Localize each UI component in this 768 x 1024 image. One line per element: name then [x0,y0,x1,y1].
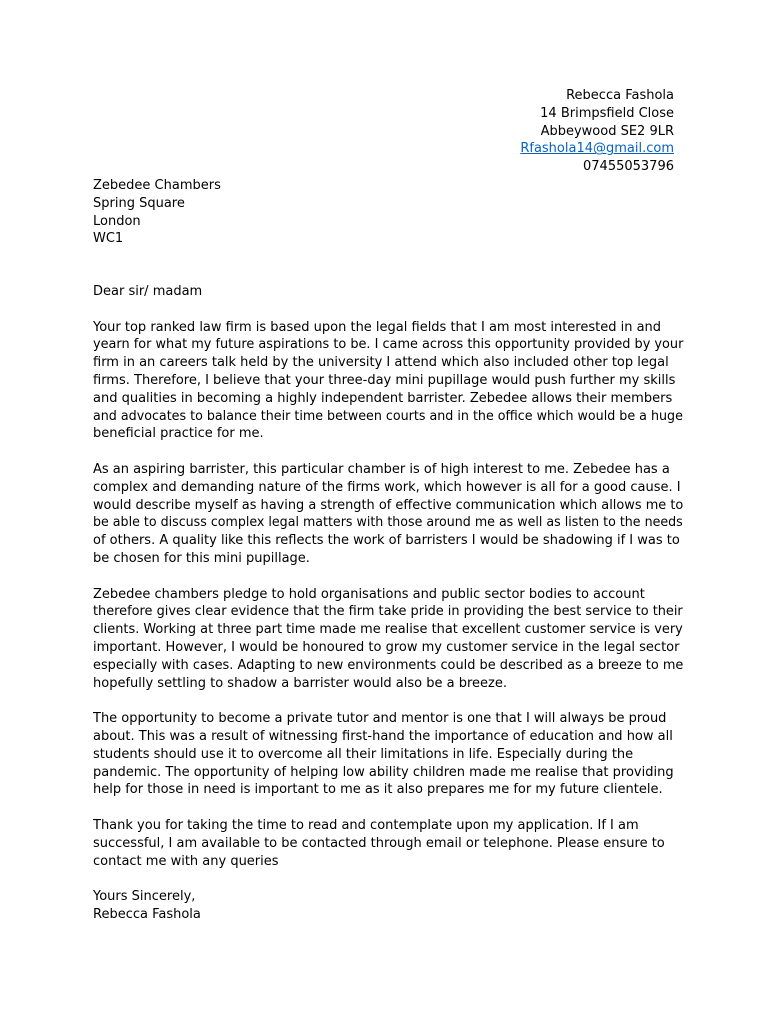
closing-text: Yours Sincerely, [93,889,196,905]
sender-town: Abbeywood SE2 9LR [540,123,674,139]
paragraph-line: help for those in need is important to me as it also prepares me for my future clientele. [93,782,663,798]
sender-name: Rebecca Fashola [566,88,674,103]
recipient-street: Spring Square [93,195,185,211]
paragraph-line: of others. A quality like this reflects the work of barristers I would be shadowing if I was to [93,533,680,549]
paragraph-line: hopefully settling to shadow a barrister would also be a breeze. [93,675,507,691]
sender-address-block [520,87,674,176]
paragraph-line: would describe myself as having a strength of effective communication which allows me to [93,497,684,513]
paragraph-5 [93,817,683,870]
paragraph-line: therefore gives clear evidence that the firm take pride in providing the best service to their [93,604,683,620]
sender-email-link[interactable]: Rfashola14@gmail.com [520,141,674,157]
paragraph-line: about. This was a result of witnessing first-hand the importance of education and how all [93,728,673,744]
paragraph-line: be chosen for this mini pupillage. [93,550,310,566]
paragraph-line: firms. Therefore, I believe that your three-day mini pupillage would push further my skills [93,372,676,388]
paragraph-4 [93,710,683,799]
paragraph-line: successful, I am available to be contacted through email or telephone. Please ensure to [93,835,665,851]
letter-body [93,283,683,941]
salutation [93,283,683,301]
paragraph-line: Your top ranked law firm is based upon the legal fields that I am most interested in and [93,319,662,335]
paragraph-line: Thank you for taking the time to read and contemplate upon my application. If I am [93,817,639,833]
paragraph-line: contact me with any queries [93,853,279,869]
paragraph-line: important. However, I would be honoured to grow my customer service in the legal sector [93,639,680,655]
paragraph-line: be able to discuss complex legal matters with those around me as well as listen to the needs [93,515,683,531]
paragraph-line: The opportunity to become a private tutor and mentor is one that I will always be proud [93,711,667,727]
recipient-name: Zebedee Chambers [93,178,221,193]
paragraph-line: and advocates to balance their time between courts and in the office which would be a huge [93,408,683,424]
salutation-text: Dear sir/ madam [93,284,203,299]
signoff-block [93,888,683,924]
paragraph-line: clients. Working at three part time made me realise that excellent customer service is very [93,622,683,638]
paragraph-line: firm in an careers talk held by the university I attend which also included other top legal [93,355,669,371]
paragraph-line: and qualities in becoming a highly independent barrister. Zebedee allows their members [93,390,673,406]
paragraph-1 [93,319,683,444]
paragraph-2 [93,461,683,568]
signature-name: Rebecca Fashola [93,906,201,922]
paragraph-line: especially with cases. Adapting to new environments could be described as a breeze to me [93,657,684,673]
paragraph-3 [93,586,683,693]
paragraph-line: Zebedee chambers pledge to hold organisations and public sector bodies to account [93,586,645,602]
recipient-postcode: WC1 [93,231,124,247]
recipient-address-block [93,177,221,248]
recipient-city: London [93,213,141,229]
paragraph-line: pandemic. The opportunity of helping low ability children made me realise that providing [93,764,674,780]
sender-phone: 07455053796 [583,159,674,175]
paragraph-line: complex and demanding nature of the firms work, which however is all for a good cause. I [93,479,681,495]
paragraph-line: yearn for what my future aspirations to be. I came across this opportunity provided by your [93,337,684,353]
sender-street: 14 Brimpsfield Close [540,105,674,121]
paragraph-line: beneficial practice for me. [93,426,264,442]
paragraph-line: students should use it to overcome all their limitations in life. Especially during the [93,746,634,762]
paragraph-line: As an aspiring barrister, this particular chamber is of high interest to me. Zebedee has a [93,461,670,477]
